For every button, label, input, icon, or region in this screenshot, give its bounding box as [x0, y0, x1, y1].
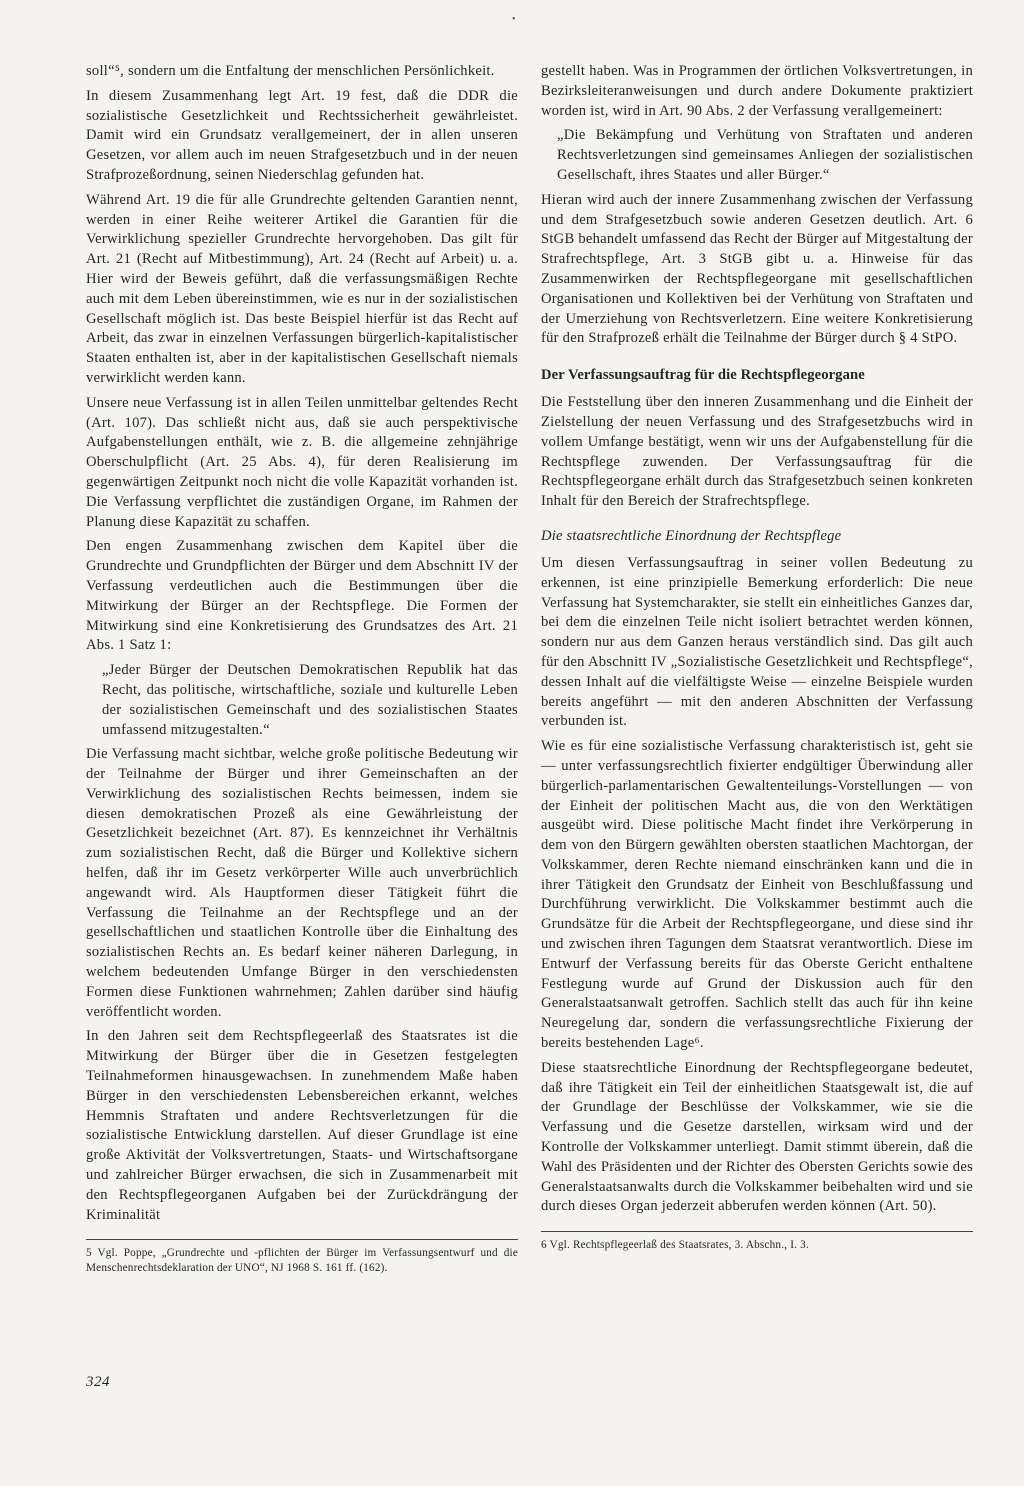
page-number: 324: [86, 1374, 110, 1390]
paragraph: Um diesen Verfassungsauftrag in seiner vollen Bedeutung zu erkennen, ist eine prinzipielle Bemerkung erforderlich: Die neue Verfassung hat Systemcharakter, sie stellt ein einheitliches Ganzes dar, bei dem die einzelnen Teile nicht isoliert betrachtet werden können, sondern nur aus dem Ganzen heraus verständlich sind. Das gilt auch für den Abschnitt IV „Sozialistische Gesetzlichkeit und Rechtspflege“, dessen Inhalt auf die vielfältigste Weise — einzelne Beispiele wurden bereits angeführt — mit den anderen Abschnitten der Verfassung verbunden ist.: [541, 554, 973, 730]
paragraph: Wie es für eine sozialistische Verfassung charakteristisch ist, geht sie — unter verfassungsrechtlich fixierter endgültiger Überwindung aller bürgerlich-parlamentarischen Gewaltenteilungs-Vorstellungen — von der Einheit der politischen Macht aus, die von den Werktätigen ausgeübt wird. Diese politische Macht findet ihre Verkörperung in dem von den Bürgern gewählten obersten staatlichen Machtorgan, der Volkskammer, deren Rechte niemand einschränken kann und die in ihrer Tätigkeit den Grundsatz der Einheit von Beschlußfassung und Durchführung verwirklicht. Die Volkskammer bestimmt auch die Grundsätze für die Arbeit der Rechtspflegeorgane, und diese sind ihr und zwischen ihren Tagungen dem Staatsrat verantwortlich. Diese im Entwurf der Verfassung bereits für das Oberste Gericht enthaltene Festlegung wurde auf Grund der Diskussion auch für den Generalstaatsanwalt getroffen. Sachlich stellt das auch für ihn keine Neuregelung dar, sondern die verfassungsrechtliche Fixierung der bereits bestehenden Lage⁶.: [541, 738, 973, 1052]
footnote-divider: [541, 1231, 973, 1232]
paragraph: In diesem Zusammenhang legt Art. 19 fest, daß die DDR die sozialistische Gesetzlichkeit und Rechtssicherheit gewährleistet. Damit wird ein Grundsatz verallgemeinert, der in allen unseren Gesetzen, vor allem auch im neuen Strafgesetzbuch und in der neuen Strafprozeßordnung, seinen Niederschlag gefunden hat.: [86, 87, 518, 183]
paragraph: Diese staatsrechtliche Einordnung der Rechtspflegeorgane bedeutet, daß ihre Tätigkeit ein Teil der einheitlichen Staatsgewalt ist, die auf der Grundlage der Beschlüsse der Volkskammer, wie sie die Verfassung und die Gesetze darstellen, wirksam wird und der Kontrolle der Volkskammer unterliegt. Damit stimmt überein, daß die Wahl des Präsidenten und der Richter des Obersten Gerichts sowie des Generalstaatsanwalts durch die Volkskammer beibehalten wird und sie durch dieses Organ jederzeit abberufen werden können (Art. 50).: [541, 1059, 973, 1215]
paragraph: soll“⁵, sondern um die Entfaltung der menschlichen Persönlichkeit.: [86, 63, 495, 79]
paragraph: Während Art. 19 die für alle Grundrechte geltenden Garantien nennt, werden in einer Reihe weiterer Artikel die Garantien für die Verwirklichung spezieller Grundrechte hervorgehoben. Das gilt für Art. 21 (Recht auf Mitbestimmung), Art. 24 (Recht auf Arbeit) u. a. Hier wird der Beweis geführt, daß die verfassungsmäßigen Rechte auch mit dem Leben übereinstimmen, wie es nur in der sozialistischen Gesellschaft möglich ist. Das beste Beispiel hierfür ist das Recht auf Arbeit, das zwar in einzelnen Verfassungen bürgerlich-kapitalistischer Staaten enthalten ist, aber in der kapitalistischen Gesellschaft niemals verwirklicht werden kann.: [86, 191, 518, 386]
block-quote: „Die Bekämpfung und Verhütung von Straftaten und anderen Rechtsverletzungen sind gemeinsames Anliegen der sozialistischen Gesellschaft, ihres Staates und aller Bürger.“: [557, 127, 973, 183]
block-quote: „Jeder Bürger der Deutschen Demokratischen Republik hat das Recht, das politische, wirtschaftliche, soziale und kulturelle Leben der sozialistischen Gemeinschaft und des sozialistischen Staates umfassend mitzugestalten.“: [102, 662, 518, 738]
paragraph: Hieran wird auch der innere Zusammenhang zwischen der Verfassung und dem Strafgesetzbuch sowie anderen Gesetzen deutlich. Art. 6 StGB behandelt umfassend das Recht der Bürger auf Mitgestaltung der Strafrechtspflege, Art. 3 StGB gibt u. a. Hinweise für das Zusammenwirken der Rechtspflegeorgane mit gesellschaftlichen Organisationen und Kollektiven bei der Verhütung von Straftaten und der Umerziehung von Rechtsverletzern. Eine weitere Konkretisierung für den Strafprozeß erhält die Teilnahme der Bürger durch § 4 StPO.: [541, 191, 973, 347]
paragraph: In den Jahren seit dem Rechtspflegeerlaß des Staatsrates ist die Mitwirkung der Bürger über die in Gesetzen festgelegten Teilnahmeformen hinausgewachsen. In zunehmendem Maße haben Bürger in den verschiedensten Lebensbereichen erkannt, welches Hemmnis Straftaten und andere Rechtsverletzungen für die sozialistische Entwicklung darstellen. Auf dieser Grundlage ist eine große Aktivität der Volksvertretungen, Staats- und Wirtschaftsorgane und zahlreicher Bürger erwachsen, die sich in Zusammenarbeit mit den Rechtspflegeorganen Aufgaben bei der Zurückdrängung der Kriminalität: [86, 1028, 518, 1223]
subsection-heading: Die staatsrechtliche Einordnung der Rechtspflege: [541, 527, 842, 544]
footnote-divider: [86, 1239, 518, 1240]
paragraph: gestellt haben. Was in Programmen der örtlichen Volksvertretungen, in Bezirksleiteranweisungen und durch andere Dokumente praktiziert worden ist, wird in Art. 90 Abs. 2 der Verfassung verallgemeinert:: [541, 63, 973, 119]
paragraph: Den engen Zusammenhang zwischen dem Kapitel über die Grundrechte und Grundpflichten der Bürger und dem Abschnitt IV der Verfassung verdeutlichen auch die Bestimmungen über die Mitwirkung der Bürger an der Rechtspflege. Die Formen der Mitwirkung sind eine Konkretisierung des Grundsatzes des Art. 21 Abs. 1 Satz 1:: [86, 538, 518, 654]
paragraph: Die Feststellung über den inneren Zusammenhang und die Einheit der Zielstellung der neuen Verfassung und des Strafgesetzbuchs wird in vollem Umfange bestätigt, wenn wir uns der Aufgabenstellung für die Rechtspflege zuwenden. Der Verfassungsauftrag für die Rechtspflegeorgane erhält durch das Strafgesetzbuch seinen konkreten Inhalt für den Bereich der Strafrechtspflege.: [541, 394, 973, 510]
footnote: 5 Vgl. Poppe, „Grundrechte und -pflichten der Bürger im Verfassungsentwurf und die Menschenrechtsdeklaration der UNO“, NJ 1968 S. 161 ff. (162).: [86, 1247, 518, 1274]
footnote: 6 Vgl. Rechtspflegeerlaß des Staatsrates, 3. Abschn., I. 3.: [541, 1239, 809, 1252]
right-column: [541, 62, 973, 1253]
section-heading: Der Verfassungsauftrag für die Rechtspflegeorgane: [541, 367, 865, 384]
left-column: [86, 62, 518, 1275]
paragraph: Die Verfassung macht sichtbar, welche große politische Bedeutung wir der Teilnahme der Bürger und ihrer Gemeinschaften an der Verwirklichung des sozialistischen Rechts beimessen, indem sie diesen demokratischen Prozeß als eine Gewährleistung der Gesetzlichkeit bezeichnet (Art. 87). Es kennzeichnet ihr Verhältnis zum sozialistischen Recht, daß die Bürger und Kollektive sichern helfen, daß ihr im Gesetz verkörperter Wille auch unverbrüchlich angewandt wird. Als Hauptformen dieser Tätigkeit führt die Verfassung die Teilnahme an der Rechtspflege und an der gesellschaftlichen und staatlichen Kontrolle über die Einhaltung des sozialistischen Rechts an. Es bedarf keiner näheren Darlegung, in welchem bedeutenden Umfange Bürger in den verschiedensten Formen diese Funktionen wahrnehmen; Zahlen darüber sind häufig veröffentlicht worden.: [86, 746, 518, 1020]
scan-mark: •: [512, 14, 516, 25]
paragraph: Unsere neue Verfassung ist in allen Teilen unmittelbar geltendes Recht (Art. 107). Das schließt nicht aus, daß sie auch perspektivische Aufgabenstellungen enthält, wie z. B. die allgemeine zehnjährige Oberschulpflicht (Art. 25 Abs. 4), für deren Realisierung im gegenwärtigen Zeitpunkt noch nicht die volle Kapazität vorhanden ist. Die Verfassung verpflichtet die zuständigen Organe, im Rahmen der Planung diese Kapazität zu schaffen.: [86, 394, 518, 530]
